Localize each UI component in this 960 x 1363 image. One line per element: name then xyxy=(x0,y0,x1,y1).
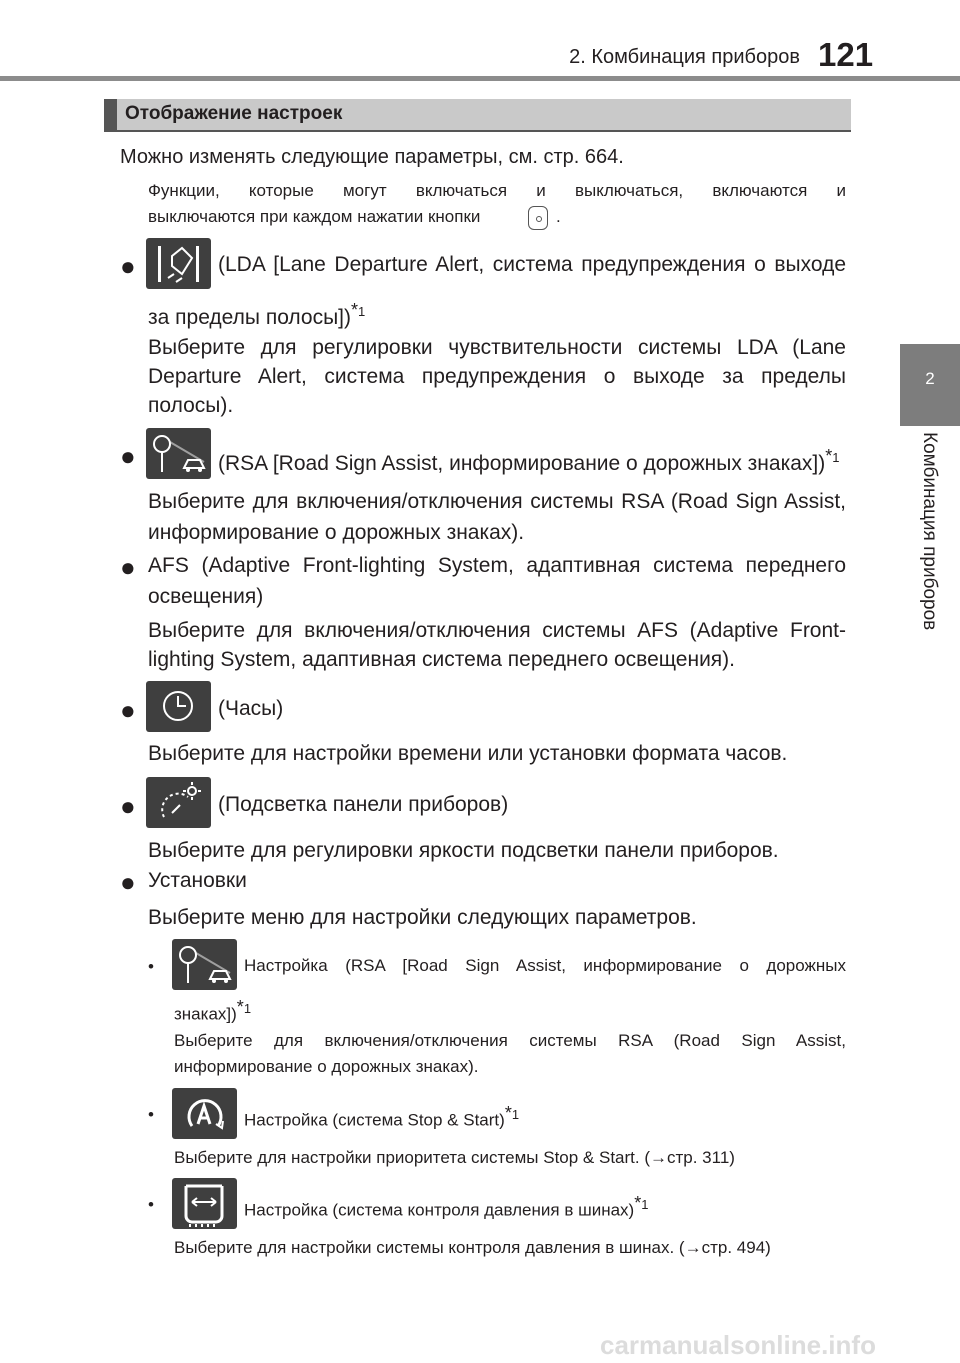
clock-desc: Выберите для настройки времени или установки формата часов. xyxy=(148,742,788,765)
footnote-num: 1 xyxy=(358,304,366,319)
afs-desc-1: Выберите для включения/отключения системы AFS (Adaptive Front- xyxy=(148,619,846,642)
afs-title-1: AFS (Adaptive Front-lighting System, адаптивная система переднего xyxy=(148,554,846,577)
lda-title-2 xyxy=(148,294,365,334)
sub-rsa-desc-1: Выберите для включения/отключения системы RSA (Road Sign Assist, xyxy=(174,1031,846,1050)
rsa-title xyxy=(218,440,840,480)
watermark: carmanualsonline.info xyxy=(600,1330,876,1360)
bullet: ● xyxy=(120,867,136,897)
road-sign-assist-icon xyxy=(146,428,211,479)
note-line-2: выключаются при каждом нажатии кнопки xyxy=(148,207,481,226)
section-heading xyxy=(104,99,851,132)
footnote-num: 1 xyxy=(243,1001,252,1016)
footnote-mark: * xyxy=(351,300,359,320)
chapter-tab-title-wrap xyxy=(900,432,960,712)
sub-tpms-title-text: Настройка (система контроля давления в шинах) xyxy=(244,1200,635,1220)
lda-title-1: (LDA [Lane Departure Alert, система предупреждения о выходе xyxy=(218,253,846,276)
footnote-num: 1 xyxy=(641,1197,649,1212)
lda-desc-3: полосы). xyxy=(148,394,234,417)
auto-stop-start-icon xyxy=(172,1088,237,1139)
settings-title: Установки xyxy=(148,869,247,892)
bullet: ● xyxy=(120,552,136,582)
backlight-title: (Подсветка панели приборов) xyxy=(218,793,509,816)
sub-stop-start-title xyxy=(244,1100,519,1134)
bullet: ● xyxy=(120,791,136,821)
footnote-mark: * xyxy=(634,1193,642,1213)
footnote-num: 1 xyxy=(511,1107,520,1122)
page-number: 121 xyxy=(818,36,874,73)
sub-tpms-title xyxy=(244,1190,648,1224)
rsa-title-text: (RSA [Road Sign Assist, информирование о дорожных знаках]) xyxy=(218,452,826,475)
note-line-end: . xyxy=(556,207,561,226)
clock-icon xyxy=(146,681,211,732)
footnote-num: 1 xyxy=(832,450,840,465)
bullet: ● xyxy=(120,251,136,281)
rsa-desc-1: Выберите для включения/отключения системы RSA (Road Sign Assist, xyxy=(148,490,846,513)
lda-title-2-text: за пределы полосы]) xyxy=(148,306,352,329)
road-sign-assist-icon xyxy=(172,939,237,990)
intro-text: Можно изменять следующие параметры, см. стр. 664. xyxy=(120,146,624,168)
sub-stop-start-desc: Выберите для настройки приоритета системы Stop & Start. (→стр. 311) xyxy=(174,1148,735,1167)
bullet: ● xyxy=(120,441,136,471)
sub-rsa-title-2 xyxy=(174,994,251,1028)
header-rule xyxy=(0,76,960,81)
afs-title-2: освещения) xyxy=(148,585,264,608)
settings-desc: Выберите меню для настройки следующих параметров. xyxy=(148,906,697,929)
tire-pressure-icon xyxy=(172,1178,237,1229)
chapter-tab: 2 xyxy=(900,344,960,426)
chapter-tab-title: Комбинация приборов xyxy=(919,432,940,631)
sub-rsa-title-2-text: знаках]) xyxy=(174,1004,237,1024)
chapter-title: 2. Комбинация приборов xyxy=(569,46,800,68)
sub-bullet: • xyxy=(148,1105,154,1124)
footnote-mark: * xyxy=(236,997,244,1017)
sub-bullet: • xyxy=(148,957,154,976)
lda-desc-1: Выберите для регулировки чувствительности системы LDA (Lane xyxy=(148,336,846,359)
backlight-desc: Выберите для регулировки яркости подсветки панели приборов. xyxy=(148,839,779,862)
select-button-icon xyxy=(528,206,548,230)
sub-rsa-title-1: Настройка (RSA [Road Sign Assist, информирование о дорожных xyxy=(244,956,846,975)
clock-title: (Часы) xyxy=(218,697,284,720)
dashboard-light-icon xyxy=(146,777,211,828)
lda-desc-2: Departure Alert, система предупреждения о выходе за пределы xyxy=(148,365,846,388)
footnote-mark: * xyxy=(504,1103,512,1123)
afs-desc-2: lighting System, адаптивная система переднего освещения). xyxy=(148,648,735,671)
note-line-1: Функции, которые могут включаться и выключаться, включаются и xyxy=(148,181,846,200)
footnote-mark: * xyxy=(825,446,833,466)
sub-bullet: • xyxy=(148,1195,154,1214)
rsa-desc-2: информирование о дорожных знаках). xyxy=(148,521,525,544)
sub-tpms-desc: Выберите для настройки системы контроля давления в шинах. (→стр. 494) xyxy=(174,1238,771,1257)
sub-stop-start-title-text: Настройка (система Stop & Start) xyxy=(244,1110,505,1130)
bullet: ● xyxy=(120,695,136,725)
sub-rsa-desc-2: информирование о дорожных знаках). xyxy=(174,1057,479,1076)
lda-icon xyxy=(146,238,211,289)
section-title: Отображение настроек xyxy=(125,103,343,124)
